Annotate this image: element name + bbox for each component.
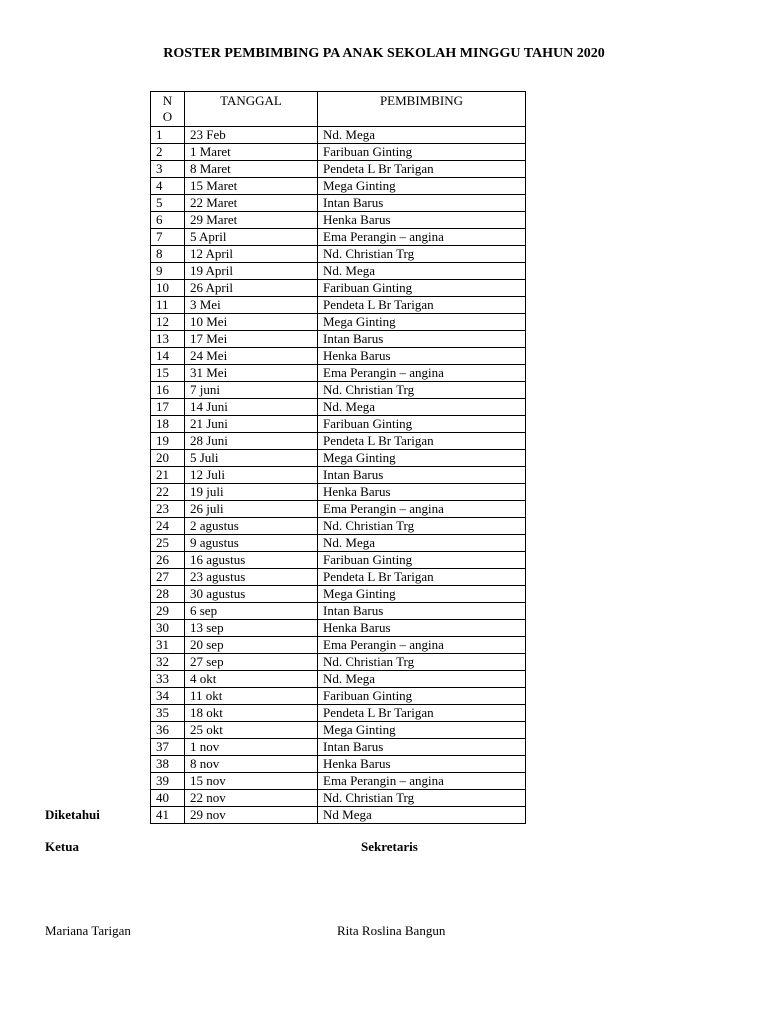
cell-date: 13 sep	[185, 620, 318, 637]
cell-date: 21 Juni	[185, 416, 318, 433]
cell-name: Nd. Mega	[318, 399, 526, 416]
cell-name: Pendeta L Br Tarigan	[318, 705, 526, 722]
cell-name: Nd. Christian Trg	[318, 654, 526, 671]
cell-name: Nd. Christian Trg	[318, 246, 526, 263]
cell-no: 35	[151, 705, 185, 722]
cell-no: 28	[151, 586, 185, 603]
cell-no: 12	[151, 314, 185, 331]
cell-no: 20	[151, 450, 185, 467]
table-row	[151, 756, 526, 773]
table-row	[151, 518, 526, 535]
cell-name: Intan Barus	[318, 195, 526, 212]
cell-no: 24	[151, 518, 185, 535]
cell-no: 36	[151, 722, 185, 739]
cell-name: Faribuan Ginting	[318, 688, 526, 705]
cell-name: Ema Perangin – angina	[318, 501, 526, 518]
table-row	[151, 331, 526, 348]
table-row	[151, 127, 526, 144]
cell-no: 11	[151, 297, 185, 314]
cell-no: 7	[151, 229, 185, 246]
cell-no: 39	[151, 773, 185, 790]
cell-no: 40	[151, 790, 185, 807]
cell-no: 22	[151, 484, 185, 501]
cell-name: Henka Barus	[318, 348, 526, 365]
cell-no: 1	[151, 127, 185, 144]
cell-date: 10 Mei	[185, 314, 318, 331]
cell-no: 27	[151, 569, 185, 586]
cell-no: 23	[151, 501, 185, 518]
table-row	[151, 807, 526, 824]
cell-date: 22 nov	[185, 790, 318, 807]
cell-no: 29	[151, 603, 185, 620]
table-row	[151, 671, 526, 688]
cell-date: 18 okt	[185, 705, 318, 722]
table-row	[151, 722, 526, 739]
table-row	[151, 416, 526, 433]
cell-name: Pendeta L Br Tarigan	[318, 433, 526, 450]
cell-date: 9 agustus	[185, 535, 318, 552]
cell-name: Mega Ginting	[318, 586, 526, 603]
cell-no: 37	[151, 739, 185, 756]
cell-name: Ema Perangin – angina	[318, 637, 526, 654]
cell-date: 1 Maret	[185, 144, 318, 161]
cell-no: 8	[151, 246, 185, 263]
table-row	[151, 195, 526, 212]
table-row	[151, 654, 526, 671]
secretary-label: Sekretaris	[361, 839, 418, 854]
roster-body	[151, 127, 526, 824]
cell-date: 11 okt	[185, 688, 318, 705]
cell-date: 28 Juni	[185, 433, 318, 450]
cell-date: 8 Maret	[185, 161, 318, 178]
cell-name: Mega Ginting	[318, 450, 526, 467]
cell-date: 20 sep	[185, 637, 318, 654]
header-no	[151, 92, 185, 127]
cell-name: Nd. Mega	[318, 671, 526, 688]
table-row	[151, 450, 526, 467]
table-header-row	[151, 92, 526, 127]
table-row	[151, 365, 526, 382]
cell-no: 21	[151, 467, 185, 484]
cell-no: 16	[151, 382, 185, 399]
cell-name: Intan Barus	[318, 331, 526, 348]
cell-no: 17	[151, 399, 185, 416]
table-row	[151, 467, 526, 484]
cell-name: Pendeta L Br Tarigan	[318, 297, 526, 314]
cell-date: 2 agustus	[185, 518, 318, 535]
acknowledged-label: Diketahui	[45, 807, 100, 822]
cell-name: Henka Barus	[318, 484, 526, 501]
cell-date: 16 agustus	[185, 552, 318, 569]
cell-date: 29 Maret	[185, 212, 318, 229]
chair-label: Ketua	[45, 839, 79, 854]
roster-table	[150, 91, 526, 824]
secretary-name: Rita Roslina Bangun	[337, 923, 446, 938]
cell-name: Faribuan Ginting	[318, 416, 526, 433]
cell-no: 14	[151, 348, 185, 365]
table-row	[151, 535, 526, 552]
cell-date: 30 agustus	[185, 586, 318, 603]
cell-name: Mega Ginting	[318, 722, 526, 739]
table-row	[151, 790, 526, 807]
table-row	[151, 382, 526, 399]
table-row	[151, 297, 526, 314]
table-row	[151, 586, 526, 603]
table-row	[151, 637, 526, 654]
cell-date: 12 Juli	[185, 467, 318, 484]
cell-date: 27 sep	[185, 654, 318, 671]
cell-date: 19 April	[185, 263, 318, 280]
table-row	[151, 688, 526, 705]
table-row	[151, 246, 526, 263]
cell-name: Ema Perangin – angina	[318, 773, 526, 790]
cell-date: 5 April	[185, 229, 318, 246]
cell-date: 5 Juli	[185, 450, 318, 467]
cell-date: 1 nov	[185, 739, 318, 756]
cell-name: Henka Barus	[318, 756, 526, 773]
table-row	[151, 314, 526, 331]
table-row	[151, 620, 526, 637]
cell-date: 7 juni	[185, 382, 318, 399]
table-row	[151, 399, 526, 416]
cell-date: 6 sep	[185, 603, 318, 620]
cell-name: Faribuan Ginting	[318, 144, 526, 161]
table-row	[151, 178, 526, 195]
cell-name: Pendeta L Br Tarigan	[318, 569, 526, 586]
cell-date: 26 juli	[185, 501, 318, 518]
cell-no: 10	[151, 280, 185, 297]
table-row	[151, 603, 526, 620]
cell-no: 32	[151, 654, 185, 671]
table-row	[151, 501, 526, 518]
cell-name: Faribuan Ginting	[318, 552, 526, 569]
cell-date: 14 Juni	[185, 399, 318, 416]
table-row	[151, 705, 526, 722]
table-row	[151, 280, 526, 297]
cell-date: 31 Mei	[185, 365, 318, 382]
table-row	[151, 263, 526, 280]
cell-no: 18	[151, 416, 185, 433]
cell-name: Nd. Christian Trg	[318, 382, 526, 399]
cell-date: 22 Maret	[185, 195, 318, 212]
cell-no: 2	[151, 144, 185, 161]
cell-name: Ema Perangin – angina	[318, 229, 526, 246]
chair-name: Mariana Tarigan	[45, 923, 131, 938]
cell-name: Henka Barus	[318, 212, 526, 229]
cell-no: 5	[151, 195, 185, 212]
cell-no: 31	[151, 637, 185, 654]
cell-name: Mega Ginting	[318, 314, 526, 331]
cell-date: 17 Mei	[185, 331, 318, 348]
cell-date: 23 Feb	[185, 127, 318, 144]
cell-date: 23 agustus	[185, 569, 318, 586]
cell-no: 26	[151, 552, 185, 569]
cell-name: Nd. Christian Trg	[318, 790, 526, 807]
cell-date: 4 okt	[185, 671, 318, 688]
cell-name: Intan Barus	[318, 603, 526, 620]
table-row	[151, 773, 526, 790]
cell-date: 15 nov	[185, 773, 318, 790]
cell-date: 26 April	[185, 280, 318, 297]
cell-date: 3 Mei	[185, 297, 318, 314]
cell-no: 34	[151, 688, 185, 705]
table-row	[151, 161, 526, 178]
cell-date: 8 nov	[185, 756, 318, 773]
cell-name: Nd. Christian Trg	[318, 518, 526, 535]
cell-name: Nd. Mega	[318, 263, 526, 280]
cell-name: Intan Barus	[318, 739, 526, 756]
cell-date: 19 juli	[185, 484, 318, 501]
header-no-label: NO	[162, 93, 173, 124]
cell-no: 15	[151, 365, 185, 382]
cell-date: 15 Maret	[185, 178, 318, 195]
table-row	[151, 433, 526, 450]
cell-no: 38	[151, 756, 185, 773]
table-row	[151, 144, 526, 161]
cell-no: 4	[151, 178, 185, 195]
cell-name: Mega Ginting	[318, 178, 526, 195]
table-row	[151, 739, 526, 756]
header-date: TANGGAL	[185, 92, 318, 127]
cell-name: Henka Barus	[318, 620, 526, 637]
cell-name: Nd Mega	[318, 807, 526, 824]
cell-name: Ema Perangin – angina	[318, 365, 526, 382]
cell-no: 41	[151, 807, 185, 824]
cell-date: 24 Mei	[185, 348, 318, 365]
cell-date: 25 okt	[185, 722, 318, 739]
cell-date: 12 April	[185, 246, 318, 263]
document-title: ROSTER PEMBIMBING PA ANAK SEKOLAH MINGGU TAHUN 2020	[163, 46, 605, 61]
table-row	[151, 569, 526, 586]
cell-name: Faribuan Ginting	[318, 280, 526, 297]
cell-no: 25	[151, 535, 185, 552]
cell-no: 13	[151, 331, 185, 348]
cell-no: 30	[151, 620, 185, 637]
table-row	[151, 552, 526, 569]
table-row	[151, 484, 526, 501]
cell-name: Nd. Mega	[318, 127, 526, 144]
cell-date: 29 nov	[185, 807, 318, 824]
cell-no: 19	[151, 433, 185, 450]
cell-name: Intan Barus	[318, 467, 526, 484]
table-row	[151, 229, 526, 246]
cell-no: 33	[151, 671, 185, 688]
cell-no: 3	[151, 161, 185, 178]
cell-name: Pendeta L Br Tarigan	[318, 161, 526, 178]
cell-name: Nd. Mega	[318, 535, 526, 552]
table-row	[151, 348, 526, 365]
header-name: PEMBIMBING	[318, 92, 526, 127]
cell-no: 6	[151, 212, 185, 229]
cell-no: 9	[151, 263, 185, 280]
table-row	[151, 212, 526, 229]
